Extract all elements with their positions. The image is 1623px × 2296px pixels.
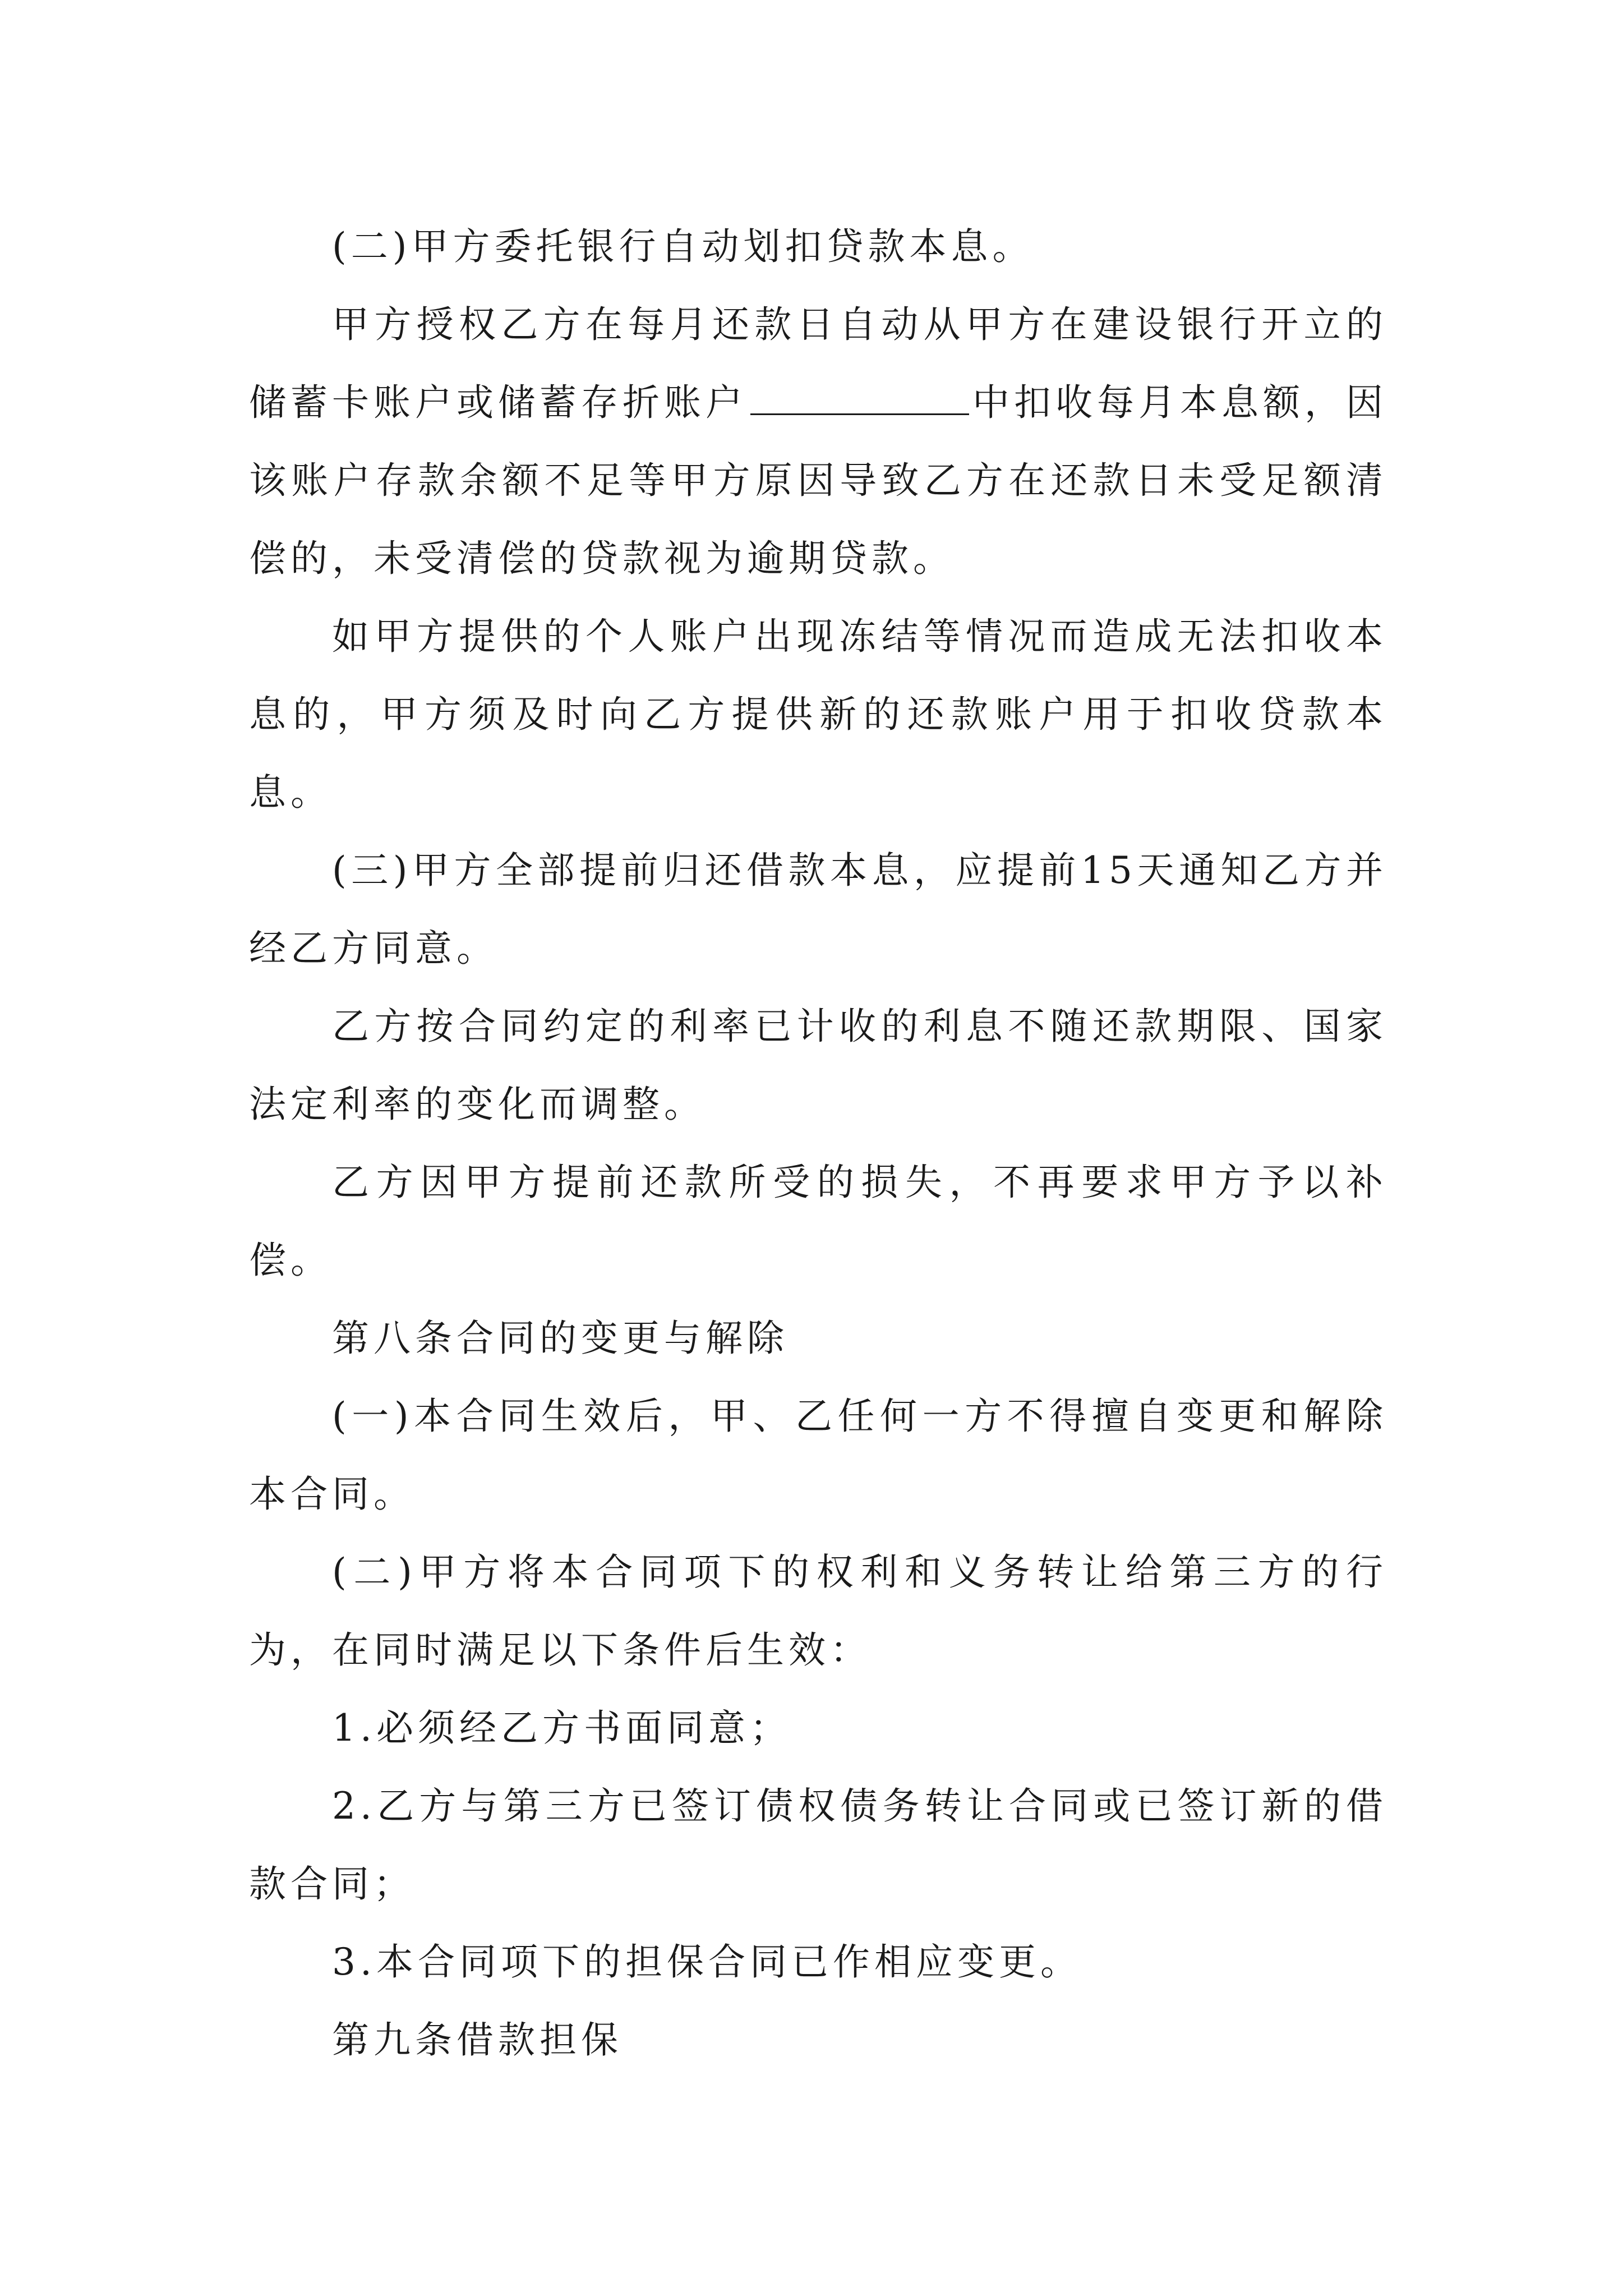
paragraph-text: (一)本合同生效后，甲、乙任何一方不得擅自变更和解除本合同。 xyxy=(249,1395,1387,1516)
paragraph-text: (三)甲方全部提前归还借款本息，应提前15天通知乙方并经乙方同意。 xyxy=(249,849,1387,970)
paragraph xyxy=(249,1377,1387,1533)
paragraph xyxy=(249,1299,1387,1377)
paragraph-text: 第九条借款担保 xyxy=(332,2018,623,2062)
paragraph-text: 中扣收每月本息额，因该账户存款余额不足等甲方原因导致乙方在还款日未受足额清偿的，未受清偿的贷款视为逾期贷款。 xyxy=(249,381,1387,580)
paragraph xyxy=(249,1143,1387,1299)
paragraph xyxy=(249,1533,1387,1689)
paragraph xyxy=(249,286,1387,597)
paragraph-text: 3.本合同项下的担保合同已作相应变更。 xyxy=(332,1940,1082,1984)
paragraph xyxy=(249,1767,1387,1923)
paragraph-text: 甲方授权乙方在每月还款日自动从甲方在建设银行开立的储蓄卡账户或储蓄存折账户 xyxy=(249,303,1387,424)
paragraph xyxy=(249,2001,1387,2079)
paragraph xyxy=(249,208,1387,286)
paragraph-text: 2.乙方与第三方已签订债权债务转让合同或已签订新的借款合同； xyxy=(249,1784,1387,1906)
paragraph xyxy=(249,597,1387,831)
paragraph-text: 乙方按合同约定的利率已计收的利息不随还款期限、国家法定利率的变化而调整。 xyxy=(249,1005,1387,1126)
paragraph-text: 如甲方提供的个人账户出现冻结等情况而造成无法扣收本息的，甲方须及时向乙方提供新的还款账户用于扣收贷款本息。 xyxy=(249,615,1387,814)
paragraph-text: 第八条合同的变更与解除 xyxy=(332,1317,789,1360)
fill-in-blank xyxy=(750,376,969,415)
paragraph xyxy=(249,1923,1387,2001)
paragraph xyxy=(249,1689,1387,1767)
paragraph xyxy=(249,987,1387,1143)
paragraph-text: (二)甲方委托银行自动划扣贷款本息。 xyxy=(332,225,1034,268)
paragraph-text: 1.必须经乙方书面同意； xyxy=(332,1706,791,1750)
document-body xyxy=(249,208,1387,2079)
paragraph xyxy=(249,831,1387,987)
paragraph-text: 乙方因甲方提前还款所受的损失，不再要求甲方予以补偿。 xyxy=(249,1161,1387,1282)
paragraph-text: (二)甲方将本合同项下的权利和义务转让给第三方的行为，在同时满足以下条件后生效： xyxy=(249,1550,1387,1672)
